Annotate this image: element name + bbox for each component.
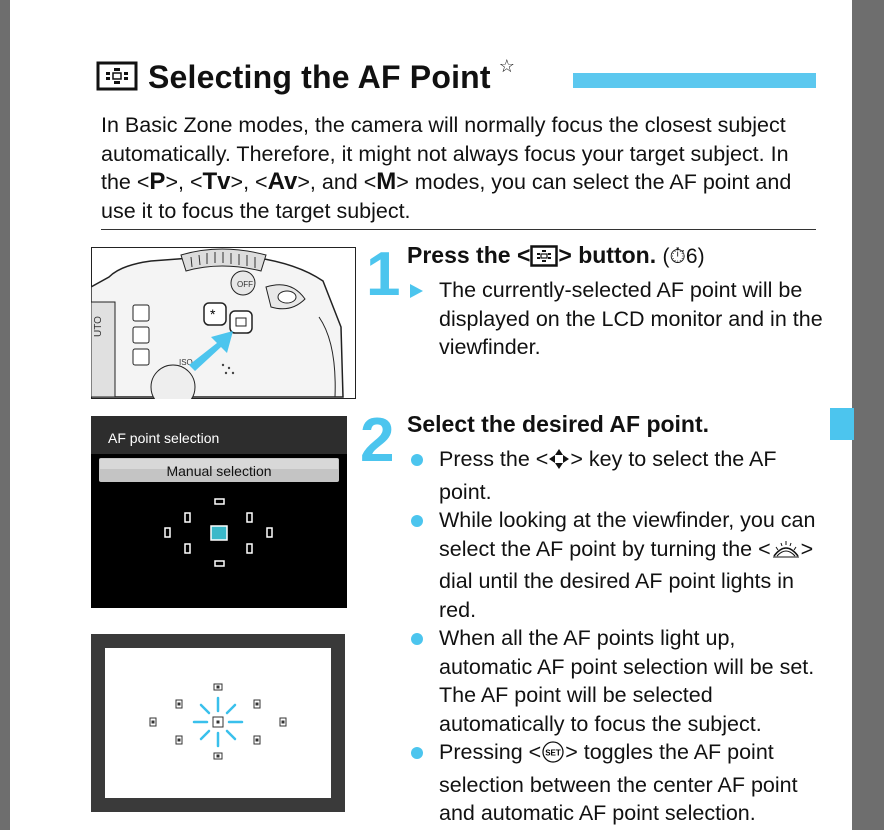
svg-text:SET: SET — [545, 748, 561, 758]
bullet-dot-icon — [411, 747, 423, 759]
page-title: Selecting the AF Point — [148, 59, 491, 95]
mode-av: Av — [267, 168, 298, 195]
intro-text-3: > modes, you can select the AF point and use it to focus the target subject. — [101, 170, 792, 223]
mode-m: M — [376, 168, 397, 195]
intro-text: In Basic Zone modes, the camera will normally focus the closest subject automatically. Therefore, it might not always focus your target subject. — [101, 113, 786, 166]
af-point-selection-icon — [530, 245, 558, 273]
list-item — [407, 445, 827, 506]
lcd-mode-button: Manual selection — [166, 463, 272, 479]
divider — [101, 229, 816, 230]
cross-keys-icon — [548, 448, 570, 478]
svg-text:*: * — [210, 306, 216, 322]
list-item — [407, 624, 827, 738]
step-number-1: 1 — [366, 240, 397, 309]
viewfinder-af-points — [91, 634, 345, 817]
intro-sep: >, < — [230, 170, 268, 194]
lcd-header-text: AF point selection — [108, 430, 220, 446]
svg-text:ISO: ISO — [179, 358, 193, 367]
bullet-dot-icon — [411, 454, 423, 466]
list-item-text-2: > dial until the desired AF point lights in red. — [439, 536, 814, 622]
step-1-title — [407, 242, 705, 273]
main-dial-icon — [771, 538, 801, 568]
list-item-text-2: > toggles the AF point selection between the center AF point and automatic AF point selection. — [439, 740, 798, 825]
step-2-title: Select the desired AF point. — [407, 411, 710, 437]
step-1-title-text: Press the < — [407, 242, 531, 268]
svg-text:UTO: UTO — [93, 316, 104, 337]
intro-sep: >, < — [165, 170, 203, 194]
triangle-bullet-icon — [410, 284, 423, 298]
section-title — [96, 56, 515, 99]
list-item-text: Pressing < — [439, 740, 542, 764]
list-item-text-2: > key to select the AF point. — [439, 447, 777, 504]
list-item-text: While looking at the viewfinder, you can select the AF point by turning the < — [439, 508, 816, 561]
list-item — [407, 738, 827, 828]
step-1-list — [407, 276, 827, 362]
timer-indicator: (⏱6) — [662, 245, 705, 268]
mode-tv: Tv — [202, 168, 231, 195]
bullet-dot-icon — [411, 633, 423, 645]
lcd-af-point-screen — [91, 416, 347, 613]
intro-paragraph — [101, 111, 821, 225]
af-point-selection-icon — [96, 61, 138, 99]
list-item-text: Press the < — [439, 447, 549, 471]
list-item-text: The currently-selected AF point will be displayed on the LCD monitor and in the viewfinder. — [439, 278, 823, 359]
list-item-text: When all the AF points light up, automatic AF point selection will be set. The AF point will be selected automatically to focus the subject. — [439, 626, 815, 736]
camera-back-illustration — [91, 247, 356, 404]
mode-p: P — [149, 168, 166, 195]
star-icon: ☆ — [498, 56, 516, 76]
intro-sep: >, and < — [297, 170, 377, 194]
list-item — [407, 506, 827, 624]
set-button-icon — [541, 741, 565, 771]
step-number-2: 2 — [360, 406, 391, 475]
chapter-tab — [830, 408, 854, 440]
bullet-dot-icon — [411, 515, 423, 527]
step-1-title-text-2: > button. — [558, 242, 657, 268]
intro-text-2: In the < — [101, 141, 789, 194]
title-accent-bar — [573, 73, 816, 88]
manual-page — [10, 0, 852, 830]
svg-text:OFF: OFF — [237, 280, 253, 289]
list-item — [407, 276, 827, 362]
step-2-list — [407, 445, 827, 828]
